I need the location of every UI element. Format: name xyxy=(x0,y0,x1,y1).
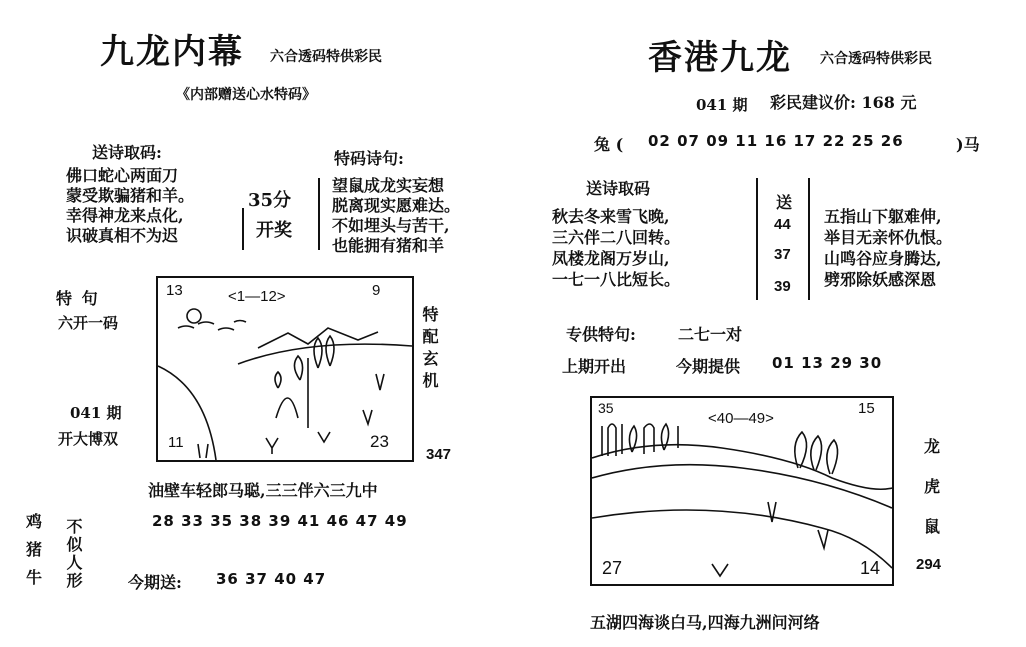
right-poem xyxy=(552,206,680,290)
send-number: 44 xyxy=(774,216,791,233)
right-poem-2 xyxy=(824,206,952,290)
right-poem-line: 秋去冬来雪飞晚, xyxy=(552,207,670,226)
today-numbers: 36 37 40 47 xyxy=(216,570,327,588)
send-label: 送 xyxy=(776,193,793,212)
left-picture xyxy=(156,276,414,462)
number-row: 28 33 35 38 39 41 46 47 49 xyxy=(152,512,408,530)
range-numbers: 02 07 09 11 16 17 22 25 26 xyxy=(648,132,904,150)
tejv-label: 特 句 xyxy=(56,289,100,308)
special-heading: 特码诗句: xyxy=(334,149,404,168)
right-poem2-line: 山鸣谷应身腾达, xyxy=(824,249,942,268)
animal: 牛 xyxy=(26,568,43,587)
left-title: 九龙内幕 xyxy=(100,32,244,72)
today-label: 今期送: xyxy=(128,573,182,592)
left-tagline: 《内部赠送心水特码》 xyxy=(176,87,316,103)
divider xyxy=(242,208,244,250)
right-subtitle: 六合透码特供彩民 xyxy=(820,51,932,67)
pic-mark-bottom-left: 27 xyxy=(602,558,623,578)
right-today-numbers: 01 13 29 30 xyxy=(772,354,883,372)
left-issue: 041 期 xyxy=(70,404,122,422)
right-title: 香港九龙 xyxy=(648,38,792,78)
right-issue: 041 期 xyxy=(696,96,748,114)
right-picture xyxy=(590,396,894,586)
special-line: 望鼠成龙实妄想 xyxy=(332,176,445,195)
special-poem xyxy=(332,176,460,256)
tejv-value: 六开一码 xyxy=(58,314,119,332)
animal: 猪 xyxy=(26,540,43,559)
left-poem xyxy=(66,166,194,246)
special-value: 二七一对 xyxy=(678,325,743,344)
rhyme: 油壁车轻郎马聪,三三伴六三九中 xyxy=(148,481,378,500)
pic-mark-bottom-left: 11 xyxy=(168,434,184,451)
side-animal: 虎 xyxy=(924,477,941,496)
left-poem-line: 蒙受欺骗猪和羊。 xyxy=(66,186,195,205)
left-issue-hint: 开大博双 xyxy=(58,430,119,448)
range-open: 兔 ( xyxy=(594,135,624,154)
last-open-label: 上期开出 xyxy=(562,357,627,376)
divider xyxy=(808,178,810,300)
draw-time: 35分 xyxy=(248,190,292,211)
animals-vertical xyxy=(26,508,42,592)
right-today-label: 今期提供 xyxy=(676,357,741,376)
pic-mark-top-right: 9 xyxy=(372,282,381,299)
left-poem-line: 佛口蛇心两面刀 xyxy=(66,166,179,185)
side-animal: 龙 xyxy=(924,437,941,456)
side-vertical: 特配玄机 xyxy=(420,306,439,394)
pic-mark-top-right: 15 xyxy=(858,400,875,417)
special-line: 不如埋头与苦干, xyxy=(332,216,450,235)
pic-mark-top-mid: <1—12> xyxy=(228,288,286,305)
send-number: 37 xyxy=(774,246,791,263)
left-poem-line: 识破真相不为迟 xyxy=(66,226,179,245)
pic-mark-top-left: 35 xyxy=(598,400,614,416)
special-line: 脱离现实愿难达。 xyxy=(332,196,461,215)
right-poem2-line: 劈邪除妖感深恩 xyxy=(824,270,937,289)
left-side-number: 347 xyxy=(426,446,452,463)
right-poem-line: 一七一八比短长。 xyxy=(552,270,681,289)
divider xyxy=(318,178,320,250)
right-poem-line: 凤楼龙阁万岁山, xyxy=(552,249,670,268)
price: 彩民建议价: 168 元 xyxy=(770,93,917,112)
range-close: )马 xyxy=(956,135,980,154)
pic-mark-bottom-right: 23 xyxy=(370,432,389,451)
left-poem-heading: 送诗取码: xyxy=(92,143,162,162)
right-poem-line: 三六伴二八回转。 xyxy=(552,228,681,247)
special-label: 专供特句: xyxy=(566,325,636,344)
divider xyxy=(756,178,758,300)
pic-mark-top-mid: <40—49> xyxy=(708,410,774,427)
right-poem2-line: 五指山下躯难伸, xyxy=(824,207,942,226)
right-side-number: 294 xyxy=(916,556,942,573)
left-poem-line: 幸得神龙来点化, xyxy=(66,206,184,225)
left-subtitle: 六合透码特供彩民 xyxy=(270,49,382,65)
draw-label: 开奖 xyxy=(256,220,292,241)
right-poem-heading: 送诗取码 xyxy=(586,179,651,198)
not-like-vertical: 不似人形 xyxy=(64,518,83,590)
pic-mark-bottom-right: 14 xyxy=(860,558,881,578)
right-poem2-line: 举目无亲怀仇恨。 xyxy=(824,228,953,247)
pic-mark-top-left: 13 xyxy=(166,282,183,299)
side-animal: 鼠 xyxy=(924,517,941,536)
footer: 五湖四海谈白马,四海九洲问河络 xyxy=(590,613,820,632)
animal: 鸡 xyxy=(26,512,43,531)
send-number: 39 xyxy=(774,278,791,295)
special-line: 也能拥有猪和羊 xyxy=(332,236,445,255)
